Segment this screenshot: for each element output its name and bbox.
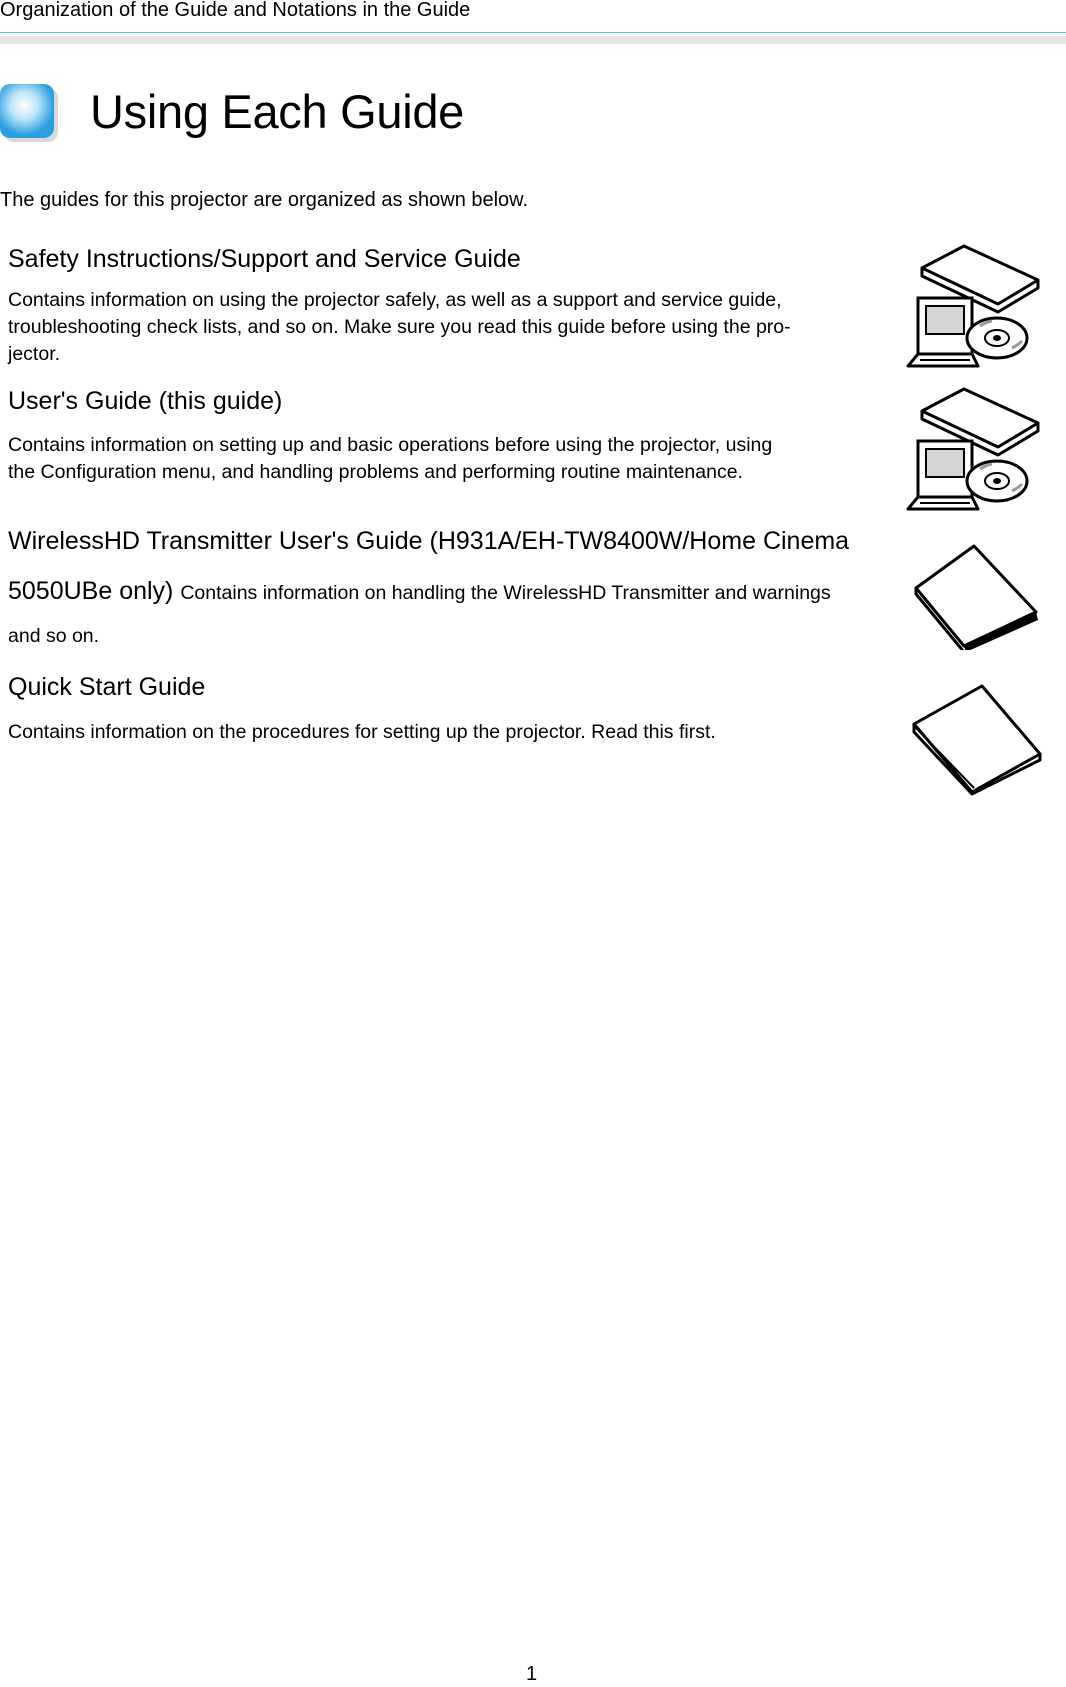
intro-text: The guides for this projector are organized as shown below.	[0, 189, 529, 211]
header-rule	[0, 32, 1066, 33]
guide-title-wirelesshd: WirelessHD Transmitter User's Guide (H931A/EH-TW8400W/Home Cinema	[8, 527, 850, 555]
blue-rounded-square-icon	[0, 84, 60, 144]
guide-title-safety: Safety Instructions/Support and Service Guide	[8, 245, 521, 273]
desc-line: jector.	[8, 343, 61, 365]
guide-desc-wirelesshd: Contains information on handling the WirelessHD Transmitter and warnings	[180, 582, 831, 604]
guide-desc-safety	[8, 287, 878, 368]
desc-line: Contains information on using the projector safely, as well as a support and service guide,	[8, 289, 782, 311]
book-laptop-disc-icon	[902, 387, 1042, 518]
guide-desc-wirelesshd-cont: and so on.	[8, 625, 100, 647]
bound-booklet-icon	[914, 542, 1040, 655]
guide-desc-users-guide	[8, 432, 878, 486]
folded-sheet-icon	[912, 684, 1044, 801]
desc-line: Contains information on setting up and basic operations before using the projector, using	[8, 434, 773, 456]
guide-title-users-guide: User's Guide (this guide)	[8, 387, 283, 415]
guide-title-wirelesshd-cont	[8, 575, 831, 609]
book-laptop-disc-icon	[902, 244, 1042, 375]
desc-line: the Configuration menu, and handling problems and performing routine maintenance.	[8, 461, 743, 483]
guide-desc-quick-start	[8, 719, 878, 746]
guide-title-wirelesshd-line2: 5050UBe only)	[8, 577, 174, 605]
desc-line: Contains information on the procedures for setting up the projector. Read this first.	[8, 721, 716, 743]
page-title: Using Each Guide	[90, 85, 465, 138]
guide-title-quick-start: Quick Start Guide	[8, 673, 206, 701]
header-band	[0, 36, 1066, 44]
page-number: 1	[526, 1663, 538, 1685]
running-header: Organization of the Guide and Notations in the Guide	[0, 0, 471, 21]
desc-line: troubleshooting check lists, and so on. Make sure you read this guide before using the pro-	[8, 316, 791, 338]
